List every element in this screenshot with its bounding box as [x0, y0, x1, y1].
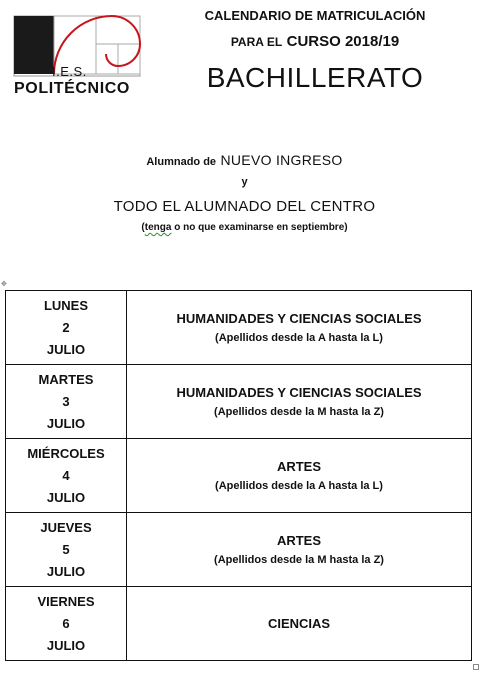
day-cell: [6, 365, 127, 439]
day-cell: [6, 291, 127, 365]
weekday: MARTES: [38, 371, 94, 387]
course-cell: [127, 587, 472, 661]
intro-conjunction: y: [241, 176, 248, 188]
table-row: [6, 291, 472, 365]
weekday: MIÉRCOLES: [27, 445, 105, 461]
course-note: (Apellidos desde la A hasta la L): [215, 331, 383, 344]
course-note: (Apellidos desde la M hasta la Z): [214, 553, 384, 566]
intro-group-all: TODO EL ALUMNADO DEL CENTRO: [113, 198, 376, 215]
table-resize-handle-icon[interactable]: [473, 664, 479, 670]
table-row: [6, 513, 472, 587]
month: JULIO: [46, 489, 86, 505]
day-number: 6: [62, 615, 70, 631]
course-name: HUMANIDADES Y CIENCIAS SOCIALES: [176, 310, 422, 326]
intro-note: [0, 222, 489, 233]
day-number: 5: [62, 541, 70, 557]
header-title: CALENDARIO DE MATRICULACIÓN: [204, 8, 426, 23]
month: JULIO: [46, 637, 86, 653]
course-note: (Apellidos desde la M hasta la Z): [214, 405, 384, 418]
day-cell: [6, 587, 127, 661]
intro-note-rest: o no que examinarse en septiembre): [171, 222, 348, 233]
month: JULIO: [46, 415, 86, 431]
schedule-table: [5, 290, 472, 661]
course-cell: [127, 439, 472, 513]
weekday: LUNES: [43, 297, 89, 313]
table-row: [6, 587, 472, 661]
header-course: [150, 33, 480, 51]
table-move-handle-icon[interactable]: ✥: [1, 281, 7, 288]
month: JULIO: [46, 563, 86, 579]
table-row: [6, 439, 472, 513]
weekday: JUEVES: [40, 519, 92, 535]
table-row: [6, 365, 472, 439]
intro-line-1: [0, 152, 489, 170]
course-cell: [127, 365, 472, 439]
header-course-year: CURSO 2018/19: [286, 33, 400, 50]
day-cell: [6, 439, 127, 513]
day-cell: [6, 513, 127, 587]
course-name: HUMANIDADES Y CIENCIAS SOCIALES: [176, 384, 422, 400]
course-cell: [127, 513, 472, 587]
course-name: CIENCIAS: [267, 615, 331, 631]
intro-note-open: (: [141, 222, 145, 233]
header-course-prefix: PARA EL: [230, 35, 283, 49]
intro-note-underlined: tenga: [144, 222, 172, 233]
weekday: VIERNES: [37, 593, 95, 609]
day-number: 3: [62, 393, 70, 409]
intro-prefix: Alumnado de: [146, 156, 217, 168]
course-name: ARTES: [276, 458, 322, 474]
month: JULIO: [46, 341, 86, 357]
course-cell: [127, 291, 472, 365]
course-name: ARTES: [276, 532, 322, 548]
logo-ies-text: I.E.S.: [52, 64, 87, 79]
day-number: 2: [62, 319, 70, 335]
header-level: BACHILLERATO: [206, 62, 424, 93]
course-note: (Apellidos desde la A hasta la L): [215, 479, 383, 492]
day-number: 4: [62, 467, 70, 483]
intro-group-new: NUEVO INGRESO: [220, 152, 343, 168]
logo-school-name: POLITÉCNICO: [14, 80, 130, 97]
